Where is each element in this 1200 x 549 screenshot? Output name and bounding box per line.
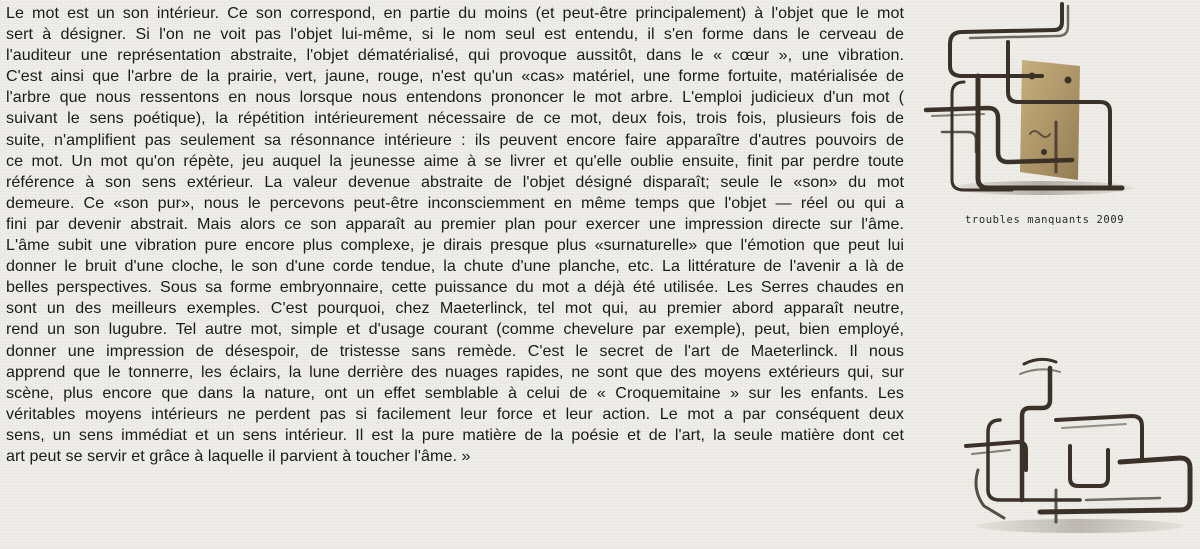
text-line: apprend que le tonnerre, les éclairs, la lune derrière des nuages rapides, ne sont que des moyens extérieurs qui, sur xyxy=(6,362,904,381)
artwork-caption: troubles manquants 2009 xyxy=(965,214,1125,226)
text-line: belles perspectives. Sous sa forme embryonnaire, cette puissance du mot a déjà été utilisée. Les Serres chaudes en xyxy=(6,278,904,297)
text-line: sert à désigner. Si l'on ne voit pas l'objet lui-même, si le nom seul est entendu, il s'en forme dans le cerveau de xyxy=(6,25,904,44)
text-line: demeure. Ce «son pur», nous le percevons peut-être inconsciemment en même temps que l'objet — réel ou qui a xyxy=(6,193,904,212)
text-line: donner le bruit d'une cloche, le son d'une corde tendue, la chute d'une planche, etc. La littérature de l'avenir a là de xyxy=(6,257,904,276)
text-line: référence à son sens extérieur. La valeur devenue abstraite de l'objet désigné disparaît; seule le «son» du mot xyxy=(6,172,904,191)
text-line: fini par devenir abstrait. Mais alors ce son apparaît au premier plan pour exercer une impression directe sur l'âme. xyxy=(6,214,904,233)
text-line: l'auditeur une représentation abstraite, l'objet dématérialisé, qui provoque aussitôt, dans le « cœur », une vibration. xyxy=(6,46,904,65)
text-line: rend un son lugubre. Tel autre mot, simple et d'usage courant (comme chevelure par exemple), peut, bien employé, xyxy=(6,320,904,339)
text-line: véritables moyens intérieurs ne perdent pas si facilement leur force et leur action. Le mot a par conséquent deux xyxy=(6,404,904,423)
text-line: ce mot. Un mot qu'on répète, jeu auquel la jeunesse aime à se livrer et qu'elle oublie ensuite, finit par perdre toute xyxy=(6,151,904,170)
text-line: suite, n'amplifient pas seulement sa résonnance intérieure : ils peuvent encore faire apparaître d'autres pouvoirs de xyxy=(6,130,904,149)
text-line: donner une impression de désespoir, de tristesse sans remède. C'est le secret de l'art de Maeterlinck. Il nous xyxy=(6,341,904,360)
quote-text-block xyxy=(6,3,904,467)
text-line: suivant le sens poétique), la répétition intérieurement nécessaire de ce mot, deux fois, trois fois, plusieurs fois de xyxy=(6,109,904,128)
wire-sculpture-top-image xyxy=(922,2,1194,202)
text-line: scène, plus encore que dans la nature, ont un effet semblable à celui de « Croquemitaine » sur les enfants. Les xyxy=(6,383,904,402)
text-line: sont un des meilleurs exemples. C'est pourquoi, chez Maeterlinck, tel mot qui, au premier abord apparaît neutre, xyxy=(6,299,904,318)
text-line-last: art peut se servir et grâce à laquelle il parvient à toucher l'âme. » xyxy=(6,446,471,465)
text-line: L'âme subit une vibration pure encore plus complexe, je dirais presque plus «surnaturelle» que l'émotion que peut lui xyxy=(6,236,904,255)
wire-sculpture-bottom-image xyxy=(960,350,1196,540)
text-line: l'arbre que nous ressentons en nous lorsque nous entendons prononcer le mot arbre. L'emploi judicieux d'un mot ( xyxy=(6,88,904,107)
text-line: sens, un sens immédiat et un sens intérieur. Il est la pure matière de la poésie et de l'art, la seule matière dont cet xyxy=(6,425,904,444)
text-line: Le mot est un son intérieur. Ce son correspond, en partie du moins (et peut-être principalement) à l'objet que le mot xyxy=(6,4,904,22)
text-line: C'est ainsi que l'arbre de la prairie, vert, jaune, rouge, n'est qu'un «cas» matériel, une forme fortuite, matérialisée de xyxy=(6,67,904,86)
